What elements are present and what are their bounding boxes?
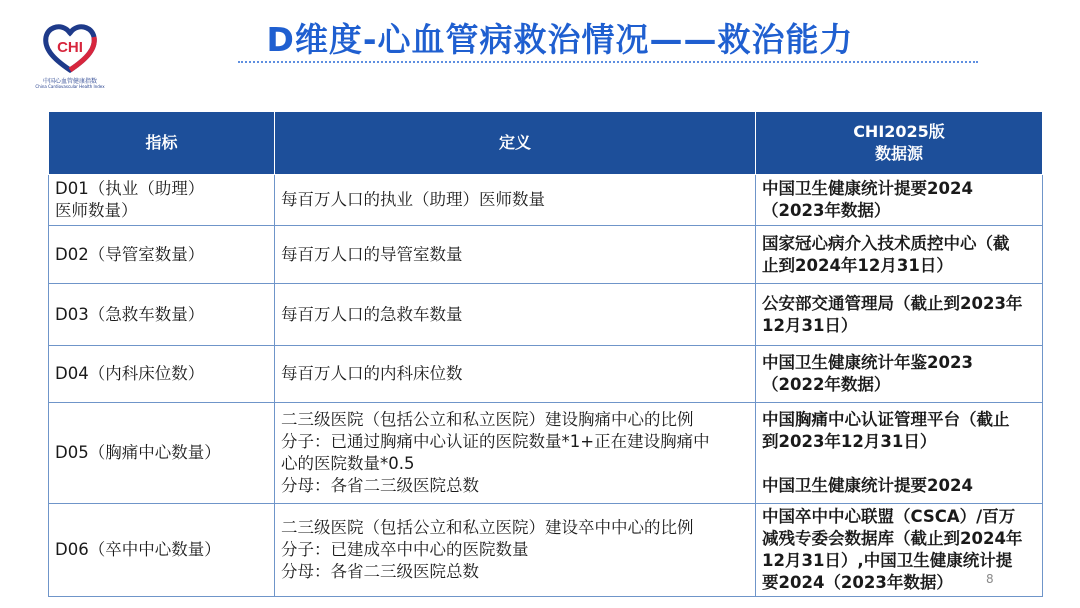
table-row bbox=[49, 284, 1043, 346]
logo-cn-text: 中国心血管健康指数 bbox=[42, 78, 97, 85]
logo-en-text: China Cardiovascular Health Index bbox=[35, 84, 105, 89]
header-source-label: 数据源 bbox=[874, 144, 923, 163]
header-indicator: 指标 bbox=[49, 112, 275, 175]
definition-cell: 二三级医院（包括公立和私立医院）建设胸痛中心的比例 分子：已通过胸痛中心认证的医院数量*1+正在建设胸痛中 心的医院数量*0.5 分母：各省二三级医院总数 bbox=[275, 403, 756, 504]
indicator-cell: D05（胸痛中心数量） bbox=[49, 403, 275, 504]
indicator-cell: D03（急救车数量） bbox=[49, 284, 275, 346]
indicator-cell: D02（导管室数量） bbox=[49, 226, 275, 284]
source-cell: 中国胸痛中心认证管理平台（截止 到2023年12月31日） 中国卫生健康统计提要2024 bbox=[756, 403, 1043, 504]
definition-cell: 每百万人口的导管室数量 bbox=[275, 226, 756, 284]
logo-text: CHI bbox=[57, 39, 83, 56]
table-row bbox=[49, 175, 1043, 226]
table-row bbox=[49, 226, 1043, 284]
indicator-cell: D01（执业（助理） 医师数量） bbox=[49, 175, 275, 226]
definition-cell: 每百万人口的内科床位数 bbox=[275, 346, 756, 403]
header-source bbox=[756, 112, 1043, 175]
source-cell: 国家冠心病介入技术质控中心（截 止到2024年12月31日） bbox=[756, 226, 1043, 284]
header-definition: 定义 bbox=[275, 112, 756, 175]
header-source-version: CHI2025版 bbox=[853, 122, 945, 141]
heart-logo-icon bbox=[40, 22, 100, 74]
source-cell: 中国卫生健康统计提要2024 （2023年数据） bbox=[756, 175, 1043, 226]
chi-logo bbox=[30, 22, 110, 92]
title-divider bbox=[238, 61, 978, 63]
source-cell: 公安部交通管理局（截止到2023年 12月31日） bbox=[756, 284, 1043, 346]
table-row bbox=[49, 346, 1043, 403]
indicator-table bbox=[48, 111, 1043, 597]
source-cell: 中国卒中中心联盟（CSCA）/百万 减残专委会数据库（截止到2024年 12月31日）,中国卫生健康统计提 要2024（2023年数据） bbox=[756, 504, 1043, 597]
source-cell: 中国卫生健康统计年鉴2023 （2022年数据） bbox=[756, 346, 1043, 403]
indicator-cell: D04（内科床位数） bbox=[49, 346, 275, 403]
page-title: D维度-心血管病救治情况——救治能力 bbox=[266, 20, 854, 59]
page-number: 8 bbox=[986, 572, 994, 586]
indicator-cell: D06（卒中中心数量） bbox=[49, 504, 275, 597]
table-header-row bbox=[49, 112, 1043, 175]
definition-cell: 每百万人口的急救车数量 bbox=[275, 284, 756, 346]
definition-cell: 每百万人口的执业（助理）医师数量 bbox=[275, 175, 756, 226]
table-row bbox=[49, 504, 1043, 597]
definition-cell: 二三级医院（包括公立和私立医院）建设卒中中心的比例 分子：已建成卒中中心的医院数量 分母：各省二三级医院总数 bbox=[275, 504, 756, 597]
table-row bbox=[49, 403, 1043, 504]
